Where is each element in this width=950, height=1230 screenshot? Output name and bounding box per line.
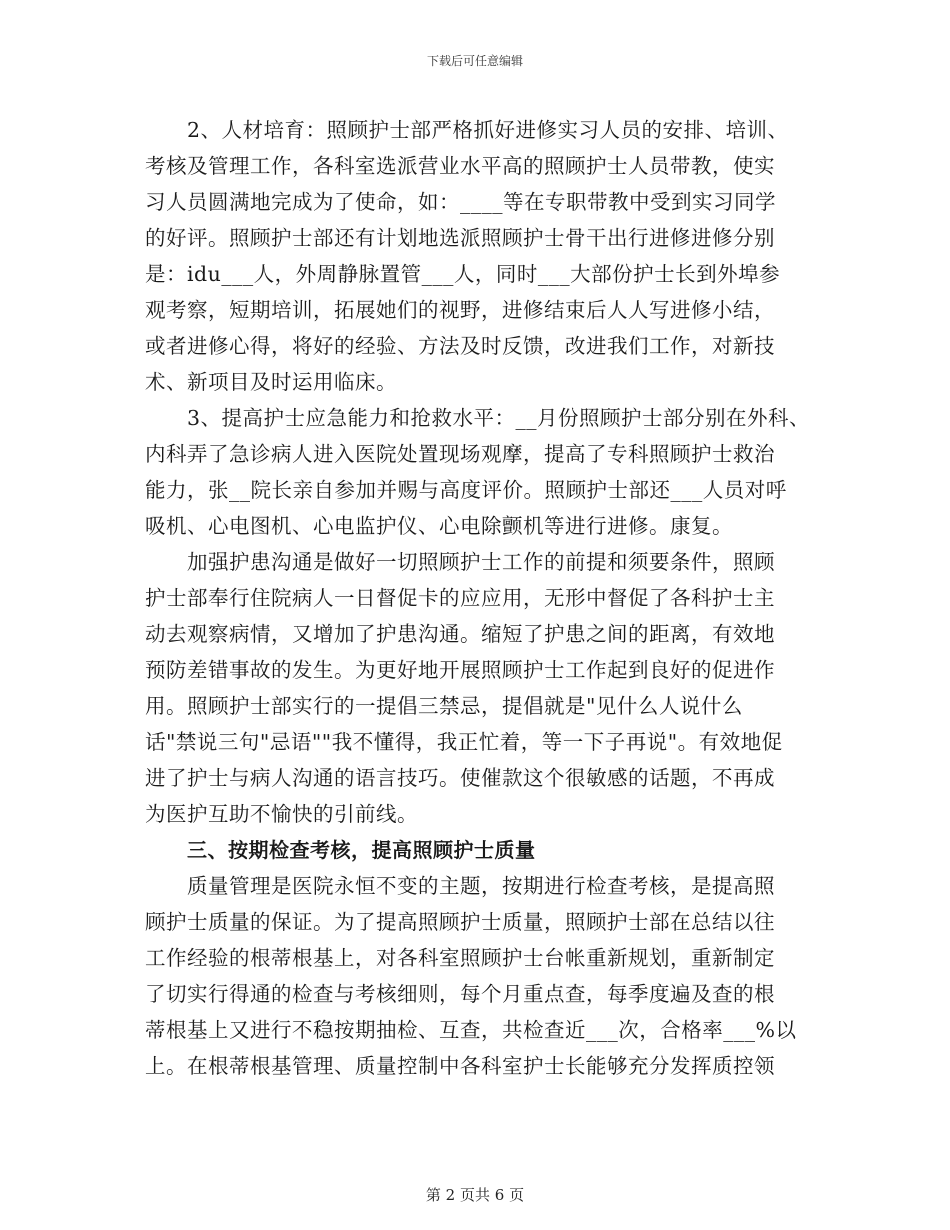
text-line: 或者进修心得，将好的经验、方法及时反馈，改进我们工作，对新技: [145, 334, 775, 358]
page-header: 下载后可任意编辑: [426, 54, 523, 68]
document-body: [145, 112, 825, 1084]
text-line: 动去观察病情，又增加了护患沟通。缩短了护患之间的距离，有效地: [145, 622, 775, 646]
text-line: 内科弄了急诊病人进入医院处置现场观摩，提高了专科照顾护士救治: [145, 442, 775, 466]
text-line: 加强护患沟通是做好一切照顾护士工作的前提和须要条件，照顾: [187, 550, 775, 574]
text-line: 考核及管理工作，各科室选派营业水平高的照顾护士人员带教，使实: [145, 154, 775, 178]
text-line: 观考察，短期培训，拓展她们的视野，进修结束后人人写进修小结，: [145, 298, 775, 322]
text-line: 是：idu___人，外周静脉置管___人，同时___大部份护士长到外埠参: [145, 262, 781, 286]
text-line: 习人员圆满地完成为了使命，如：____等在专职带教中受到实习同学: [145, 190, 776, 214]
section-heading: 三、按期检查考核，提高照顾护士质量: [187, 838, 536, 862]
text-line: 上。在根蒂根基管理、质量控制中各科室护士长能够充分发挥质控领: [145, 1054, 775, 1078]
text-line: 顾护士质量的保证。为了提高照顾护士质量，照顾护士部在总结以往: [145, 910, 775, 934]
text-line: 工作经验的根蒂根基上，对各科室照顾护士台帐重新规划，重新制定: [145, 946, 775, 970]
text-line: 质量管理是医院永恒不变的主题，按期进行检查考核，是提高照: [187, 874, 775, 898]
text-line: 用。照顾护士部实行的一提倡三禁忌，提倡就是"见什么人说什么: [145, 694, 743, 718]
text-line: 蒂根基上又进行不稳按期抽检、互查，共检查近___次，合格率___%以: [145, 1018, 797, 1042]
text-line: 2、人材培育：照顾护士部严格抓好进修实习人员的安排、培训、: [187, 118, 789, 142]
text-line: 的好评。照顾护士部还有计划地选派照顾护士骨干出行进修进修分别: [145, 226, 775, 250]
text-line: 护士部奉行住院病人一日督促卡的应应用，无形中督促了各科护士主: [145, 586, 775, 610]
text-line: 术、新项目及时运用临床。: [145, 370, 397, 394]
text-line: 话"禁说三句"忌语""我不懂得，我正忙着，等一下子再说"。有效地促: [145, 730, 783, 754]
text-line: 3、提高护士应急能力和抢救水平：__月份照顾护士部分别在外科、: [187, 406, 811, 430]
text-line: 进了护士与病人沟通的语言技巧。使催款这个很敏感的话题，不再成: [145, 766, 775, 790]
text-line: 为医护互助不愉快的引前线。: [145, 802, 418, 826]
text-line: 能力，张__院长亲自参加并赐与高度评价。照顾护士部还___人员对呼: [145, 478, 787, 502]
text-line: 吸机、心电图机、心电监护仪、心电除颤机等进行进修。康复。: [145, 514, 733, 538]
page-footer: 第 2 页共 6 页: [425, 1186, 525, 1204]
text-line: 预防差错事故的发生。为更好地开展照顾护士工作起到良好的促进作: [145, 658, 775, 682]
text-line: 了切实行得通的检查与考核细则，每个月重点查，每季度遍及查的根: [145, 982, 775, 1006]
